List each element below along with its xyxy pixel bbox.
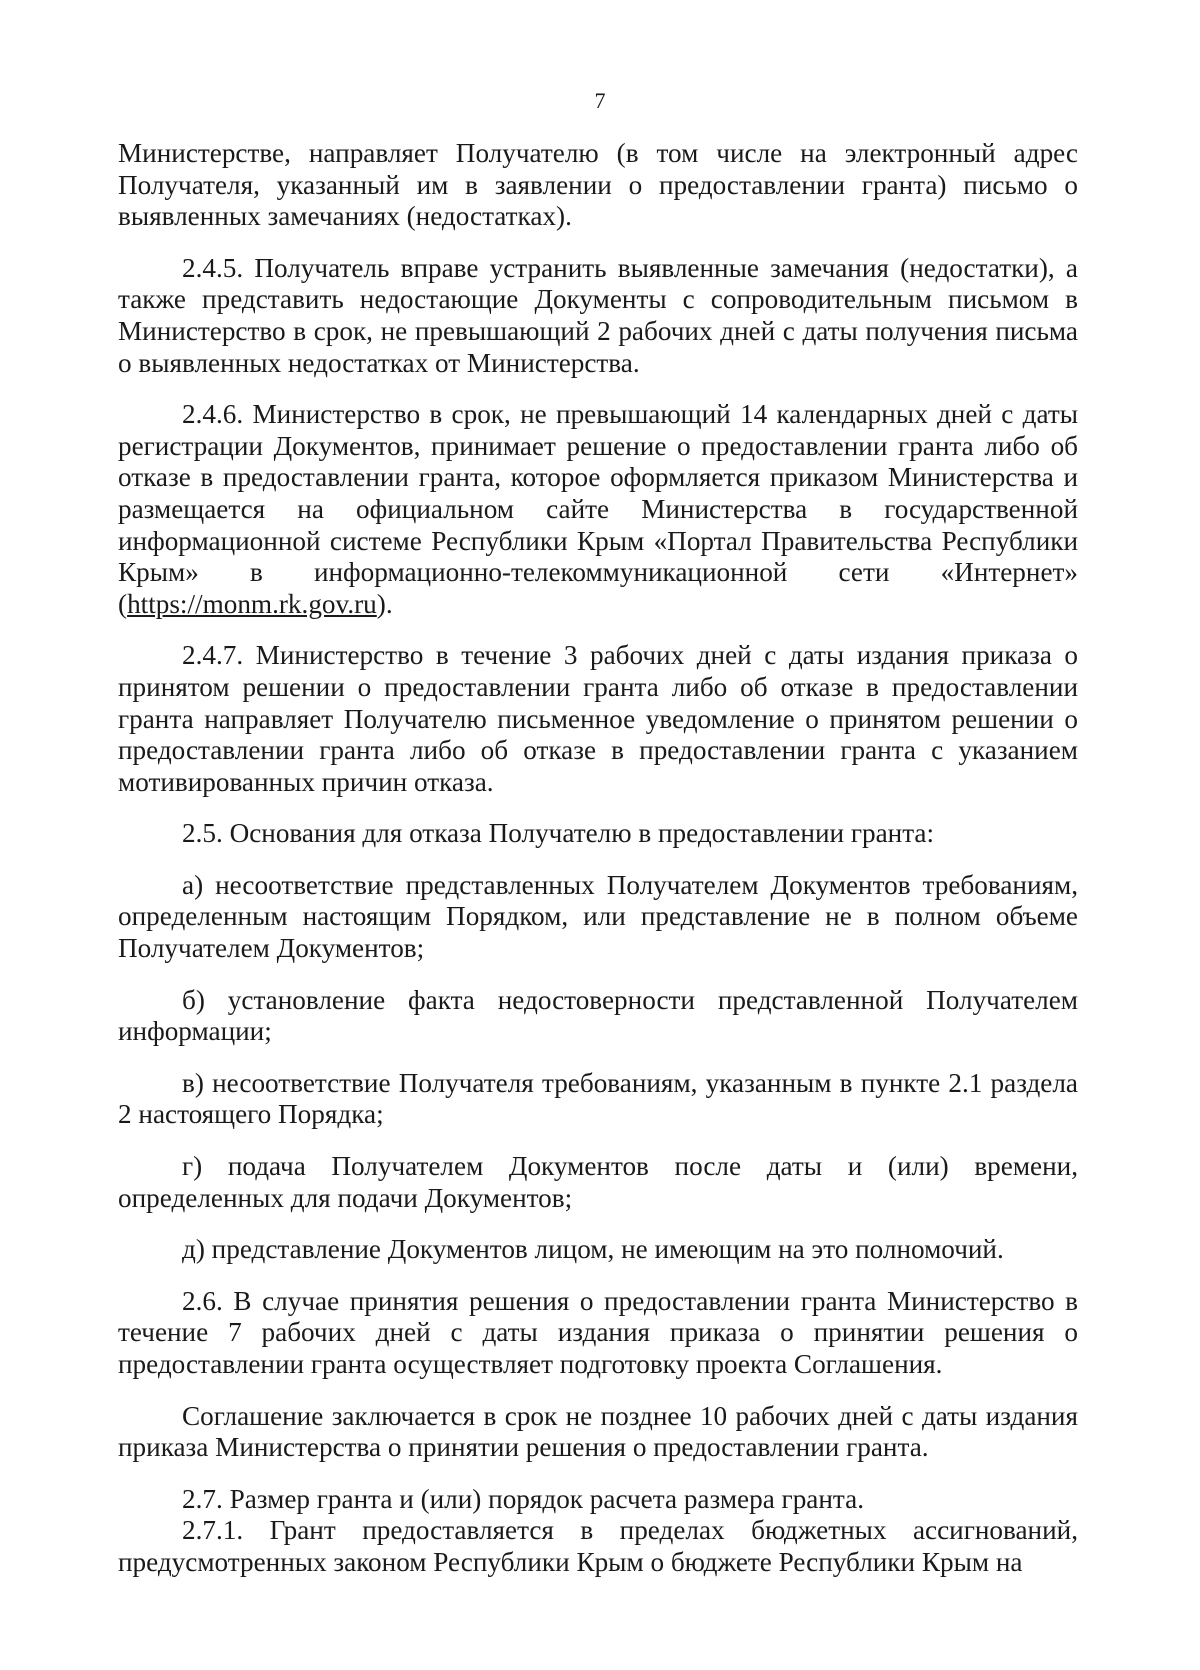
page-number: 7	[594, 88, 606, 113]
paragraph-2-4-6-text: 2.4.6. Министерство в срок, не превышающий 14 календарных дней с даты регистрации Документов, принимает решение о предоставлении гранта либо об отказе в предоставлении гранта, которое оформляется приказом Министерства и размещается на официальном сайте Министерства в государственной информационной системе Республики Крым «Портал Правительства Республики Крым» в информационно-телекоммуникационной сети «Интернет» (	[118, 399, 1078, 619]
paragraph-continuation: Министерстве, направляет Получателю (в том числе на электронный адрес Получателя, указанный им в заявлении о предоставлении гранта) письмо о выявленных замечаниях (недостатках).	[118, 138, 1078, 232]
paragraph-2-7-1: 2.7.1. Грант предоставляется в пределах бюджетных ассигнований, предусмотренных законом Республики Крым о бюджете Республики Крым на	[118, 1515, 1078, 1577]
paragraph-2-4-6	[118, 399, 1078, 620]
paragraph-agreement-term: Соглашение заключается в срок не позднее 10 рабочих дней с даты издания приказа Министерства о принятии решения о предоставлении гранта.	[118, 1400, 1078, 1463]
list-item-v: в) несоответствие Получателя требованиям, указанным в пункте 2.1 раздела 2 настоящего Порядка;	[118, 1067, 1078, 1130]
paragraph-2-4-5: 2.4.5. Получатель вправе устранить выявленные замечания (недостатки), а также представить недостающие Документы с сопроводительным письмом в Министерство в срок, не превышающий 2 рабочих дней с даты получения письма о выявленных недостатках от Министерства.	[118, 252, 1078, 378]
list-item-d: д) представление Документов лицом, не имеющим на это полномочий.	[182, 1234, 1004, 1265]
paragraph-2-7: 2.7. Размер гранта и (или) порядок расчета размера гранта.	[182, 1483, 864, 1514]
paragraph-2-4-6-end: ).	[376, 588, 393, 619]
paragraph-2-5: 2.5. Основания для отказа Получателю в предоставлении гранта:	[182, 818, 935, 849]
list-item-a: а) несоответствие представленных Получателем Документов требованиям, определенным настоящим Порядком, или представление не в полном объеме Получателем Документов;	[118, 869, 1078, 964]
document-body	[118, 138, 1078, 1579]
paragraph-2-6: 2.6. В случае принятия решения о предоставлении гранта Министерство в течение 7 рабочих дней с даты издания приказа о принятии решения о предоставлении гранта осуществляет подготовку проекта Соглашения.	[118, 1285, 1078, 1379]
list-item-g: г) подача Получателем Документов после даты и (или) времени, определенных для подачи Документов;	[118, 1151, 1078, 1213]
list-item-b: б) установление факта недостоверности представленной Получателем информации;	[118, 984, 1078, 1047]
paragraph-2-4-7: 2.4.7. Министерство в течение 3 рабочих дней с даты издания приказа о принятом решении о предоставлении гранта либо об отказе в предоставлении гранта направляет Получателю письменное уведомление о принятом решении о предоставлении гранта либо об отказе в предоставлении гранта с указанием мотивированных причин отказа.	[118, 640, 1078, 797]
website-link[interactable]: https://monm.rk.gov.ru	[127, 588, 377, 619]
